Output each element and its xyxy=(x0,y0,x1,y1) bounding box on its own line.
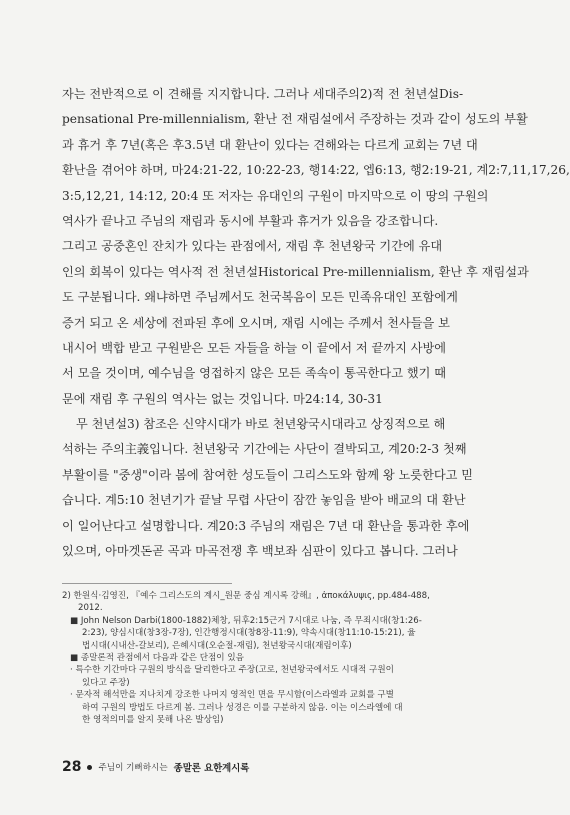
footnote-line: 한 영적의미를 알지 못해 나온 발상임) xyxy=(82,714,224,725)
body-line: 있으며, 아마겟돈곧 곡과 마곡전쟁 후 백보좌 심판이 있다고 봅니다. 그러나 xyxy=(62,544,458,559)
body-line: 환난을 겪어야 하며, 마24:21-22, 10:22-23, 행14:22, 엡6:13, 행2:19-21, 계2:7,11,17,26, xyxy=(62,163,570,178)
body-line: 무 천년설3) 참조은 신약시대가 바로 천년왕국시대라고 상징적으로 해 xyxy=(76,417,446,432)
body-line: 습니다. 계5:10 천년기가 끝날 무렵 사단이 잠깐 놓임을 받아 배교의 대 환난 xyxy=(62,493,466,508)
bullet-dot-icon xyxy=(87,765,92,770)
book-title: 종말론 요한계시록 xyxy=(173,763,250,774)
footnote-line: 하여 구원의 방법도 다르게 봄. 그러나 성경은 이를 구분하지 않음. 이는 이스라엘에 대 xyxy=(82,702,403,713)
footnote-line: 2012. xyxy=(78,603,103,614)
series-label: 주님이 기뻐하시는 xyxy=(98,763,168,773)
body-line: 석하는 주의主義입니다. 천년왕국 기간에는 사단이 결박되고, 계20:2-3 첫째 xyxy=(62,442,467,457)
body-line: 자는 전반적으로 이 견해를 지지합니다. 그러나 세대주의2)적 전 천년설Dis- xyxy=(62,87,464,101)
page-footer xyxy=(62,758,249,776)
footnote-line: ■ John Nelson Darbi(1800-1882)체창, 뒤후2:15근거 7시대로 나눔, 즉 무죄시대(창1:26- xyxy=(70,615,422,626)
body-line: 그리고 공중혼인 잔치가 있다는 관점에서, 재림 후 천년왕국 기간에 유대 xyxy=(62,239,443,254)
footnote-line: · 특수한 기간마다 구원의 방식을 달리한다고 주장(고로, 천년왕국에서도 시대적 구원이 xyxy=(70,665,394,676)
page-number: 28 xyxy=(62,759,82,775)
body-line: 문에 재림 후 구원의 역사는 없는 것입니다. 마24:14, 30-31 xyxy=(62,391,383,406)
body-line: 인의 회복이 있다는 역사적 전 천년설Historical Pre-millennialism, 환난 후 재림설과 xyxy=(62,264,529,279)
body-line: 부활이를 "중생"이라 봄에 참여한 성도들이 그리스도와 함께 왕 노릇한다고 믿 xyxy=(62,467,474,482)
body-line: pensational Pre-millennialism, 환난 전 재림설에서 주장하는 것과 같이 성도의 부활 xyxy=(62,112,528,127)
body-line: 증거 되고 온 세상에 전파된 후에 오시며, 재림 시에는 주께서 천사들을 보 xyxy=(62,315,450,330)
body-line: 서 모을 것이며, 예수님을 영접하지 않은 모든 족속이 통곡한다고 했기 때 xyxy=(62,366,447,381)
body-line: 내시어 백합 받고 구원받은 모든 자들을 하늘 이 끝에서 저 끝까지 사방에 xyxy=(62,340,447,355)
footnote-line: 있다고 주장) xyxy=(82,677,130,688)
footnotes xyxy=(62,590,492,726)
body-line: 역사가 끝나고 주님의 재림과 동시에 부활과 휴거가 있음을 강조합니다. xyxy=(62,213,439,228)
footnote-line: 법시대(시내산-갈보리), 은혜시대(오순절-재림), 천년왕국시대(재림이후) xyxy=(82,640,352,651)
body-line: 과 휴거 후 7년(혹은 후3.5년 대 환난이 있다는 견해와는 다르게 교회는 7년 대 xyxy=(62,137,478,152)
body-line: 이 일어난다고 설명합니다. 계20:3 주님의 재림은 7년 대 환난을 통과한 후에 xyxy=(62,518,470,533)
body-text xyxy=(62,82,570,564)
footnote-line: · 문자적 해석만을 지나치게 강조한 나머지 영적인 면을 무시함(이스라엘과 교회를 구별 xyxy=(70,690,394,701)
body-line: 도 구분됩니다. 왜냐하면 주님께서도 천국복음이 모든 민족유대인 포함에게 xyxy=(62,290,458,305)
footnote-line: 2:23), 양심시대(창3장-7장), 인간행정시대(창8장-11:9), 약속시대(창11:10-15:21), 율 xyxy=(82,628,416,639)
footnote-line: 2) 한원식·김영진, 『예수 그리스도의 계시_원문 중심 계시록 강해』, ἀποκάλυψις, pp.484-488, xyxy=(62,591,430,601)
body-line: 3:5,12,21, 14:12, 20:4 또 저자는 유대인의 구원이 마지막으로 이 땅의 구원의 xyxy=(62,188,489,203)
footnote-line: ■ 종말론적 관점에서 다음과 같은 단점이 있음 xyxy=(70,652,244,663)
footnote-divider xyxy=(62,583,232,584)
